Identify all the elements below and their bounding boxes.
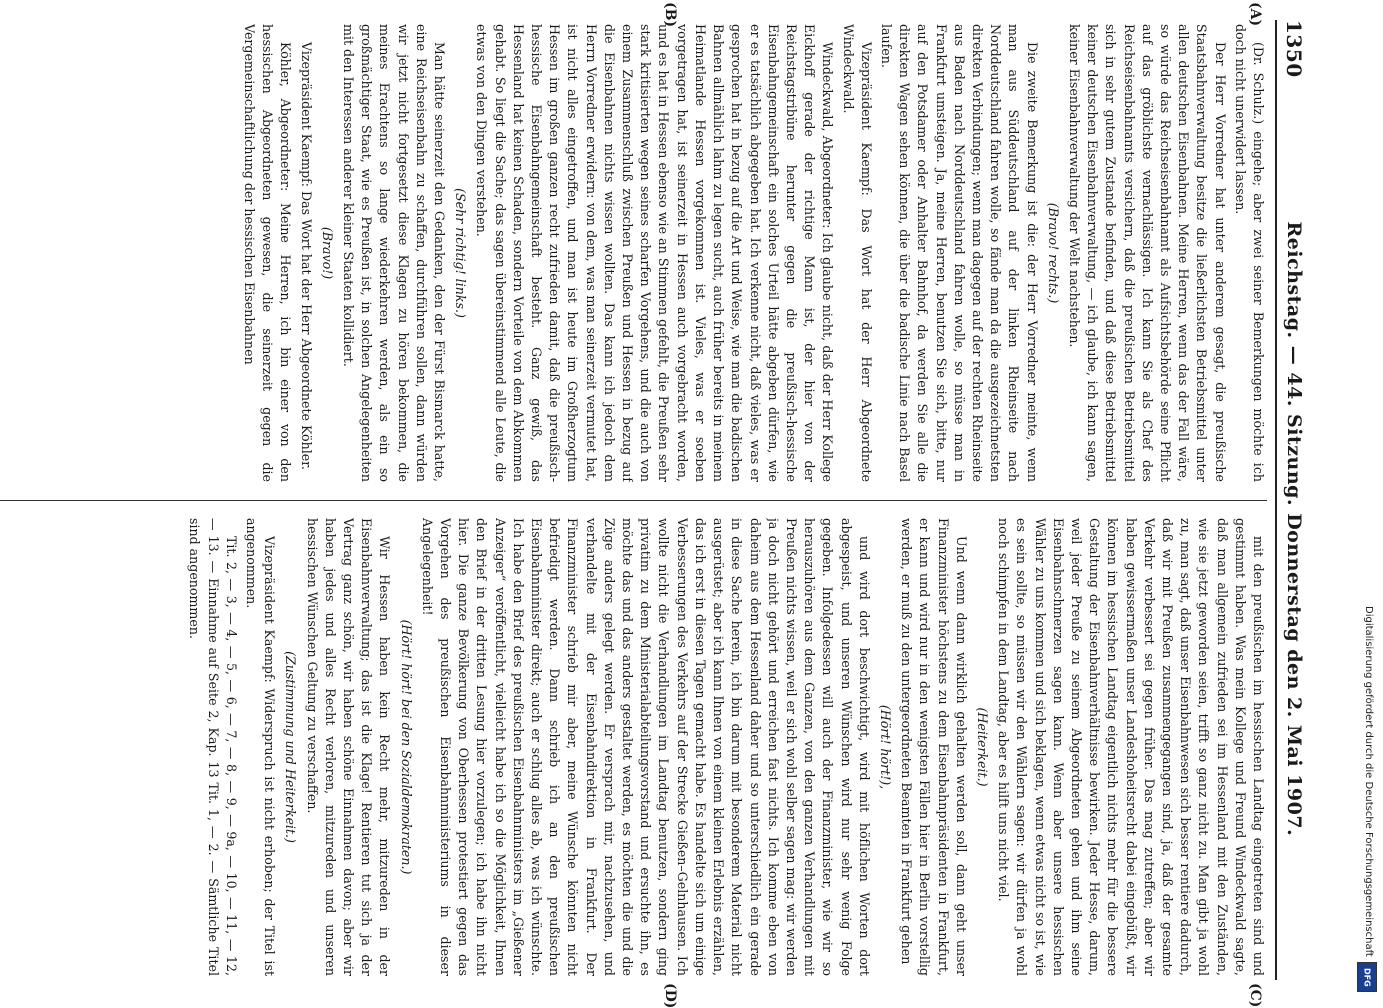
interjection: (Zustimmung und Heiterkeit.)	[283, 651, 299, 843]
paragraph: Vizepräsident Kaempf: Das Wort hat der Herr Abgeordnete Windeckwald.	[840, 24, 874, 482]
interjection: (Hört! hört! bei den Sozialdemokraten.)	[398, 619, 414, 875]
right-column	[0, 518, 1267, 976]
paragraph: Windeckwald, Abgeordneter: Ich glaube nicht, daß der Herr Kollege Eickhoff gerade der richtige Mann ist, der hier von der Reichstagstribüne herunter gegen die preußisch-hessische Eisenbahngemeinschaft ein solches Urteil hätte abgeben dürfen, wie er es tatsächlich abgegeben hat. Ich verkenne nicht, daß vieles, was er gesprochen hat in bezug auf die Art und Weise, wie man die badischen Bahnen allmählich lahm zu legen sucht, auch früher bereits in meinem Heimatlande Hessen vorgekommen ist. Vieles, was er soeben vorgetragen hat, ist seinerzeit in Hessen auch vorgebracht worden, und es hat in Hessen ebenso wie an Stimmen gefehlt, die Preußen sehr stark kritisierten wegen seines scharfen Vorgehens, und die auch von einem Zusammenschluß zwischen Preußen und Hessen in bezug auf die Eisenbahnen nichts wissen wollten. Das kann ich jedoch dem Herrn Vorredner erwidern: von dem, was man seinerzeit vermutet hat, ist nicht alles eingetroffen, und man ist heute im Großherzogtum Hessen im großen ganzen recht zufrieden damit, daß die preußisch-hessische Eisenbahngemeinschaft besteht. Ganz gewiß, das Hessenland hat keinen Schaden, sondern Vorteile von dem Abkommen gehabt. So liegt die Sache; das sagen übereinstimmend alle Leute, die etwas von den Dingen verstehen.	[474, 24, 836, 482]
interjection: (Bravo! rechts.)	[1045, 202, 1061, 304]
paragraph: Tit. 2, — 3, — 4, — 5, — 6, — 7, — 8, — 9, — 9a, — 10, — 11, — 12, — 13. — Einnahme auf Seite 2, Kap. 13 Tit. 1, — 2. — Sämtliche Titel sind angenommen.	[187, 518, 239, 976]
column-divider	[0, 500, 1267, 501]
interjection: (Sehr richtig! links.)	[453, 188, 469, 318]
paragraph: Und wenn dann wirklich gehalten werden soll, dann geht unser Finanzminister höchstens zu dem Eisenbahnpräsidenten in Frankfurt, er kann und wird nur in den wenigsten Fällen hier in Berlin vorstellig werden, er muß zu den untergeordneten Beamten in Frankfurt gehen	[899, 518, 969, 976]
dfg-logo: DFG	[1357, 962, 1377, 992]
interjection: (Hört! hört!),	[877, 704, 893, 790]
margin-marker-b: (B)	[662, 2, 678, 28]
page-number: 1350	[1282, 20, 1306, 78]
paragraph: Vizepräsident Kaempf: Das Wort hat der Herr Abgeordnete Köhler.	[298, 42, 314, 470]
margin-marker-d: (D)	[662, 983, 678, 1008]
paragraph: Der Herr Vorredner hat unter anderem gesagt, die preußische Staatsbahnverwaltung besitze die ließerlichsten Betriebsmittel unter allen deutschen Eisenbahnen. Meine Herren, wenn das der Fall wäre, so würde das Reichseisenbahnamt als Aufsichtsbehörde seine Pflicht auf das gröblichste vernachlässigen. Ich kann Sie als Chef des Reichseisenbahnamts versichern, daß die preußischen Betriebsmittel sich in sehr gutem Zustande befinden, und daß diese Betriebsmittel keiner deutschen Eisenbahnverwaltung, — ich glaube, ich kann sagen, keiner Eisenbahnverwaltung der Welt nachstehen.	[1066, 24, 1228, 482]
page-header	[1275, 20, 1311, 980]
credit-text: Digitalisierung gefördert durch die Deutsche Forschungsgemeinschaft	[1363, 606, 1374, 957]
paragraph: (Dr. Schulz.) eingehe; aber zwei seiner Bemerkungen möchte ich doch nicht unerwidert lassen.	[1232, 24, 1266, 482]
paragraph: und wird dort beschwichtigt, wird mit höflichen Worten dort abgespeist, und unseren Wünschen wird nur sehr wenig Folge gegeben. Infolgedessen will auch der Finanzminister, wie wir so herauszuhören aus dem Ganzen, von den ganzen Verhandlungen mit Preußen nichts wissen, weil er sich wohl selber sagen mag: wir werden ja doch nicht gehört und erreichen fast nichts. Ich komme eben von daheim aus dem Hessenland daher und so unterschiedlich ein gerade in diese Sache herein, ich bin darum mit besonderem Material nicht ausgerüstet; aber ich kann Ihnen von einem kleinen Erlebnis erzählen, das ich erst in diesen Tagen gemacht habe. Es handelte sich um einige Verbesserungen des Verkehrs auf der Strecke Gießen–Gelnhausen. Ich wollte nicht die Verhandlungen im Landtag benutzen, sondern ging privatim zu dem Ministerialabteilungsvorstand und ersuchte ihn, es möchte das und das anders gestaltet werden, es möchten die und die Züge anders gelegt werden. Er versprach mir, nachzusehen, und verhandelte mit der Eisenbahndirektion in Frankfurt. Der Finanzminister schrieb mir aber, meine Wünsche könnten nicht befriedigt werden. Dann schrieb ich an den preußischen Eisenbahnminister direkt; auch er schlug alles ab, was ich wünschte. Ich habe den Brief des preußischen Eisenbahnministers im „Gießener Anzeiger“ veröffentlicht, vielleicht habe ich so die Möglichkeit, Ihnen den Brief in der dritten Lesung hier vorzulegen; ich habe ihn nicht hier. Die ganze Bevölkerung von Oberhessen protestiert gegen das Vorgehen des preußischen Eisenbahnministeriums in dieser Angelegenheit!	[419, 518, 872, 976]
paragraph: Wir Hessen haben kein Recht mehr, mitzureden in der Eisenbahnverwaltung; das ist die Klage! Rentieren tut sich ja der Vertrag ganz schön, wir haben schöne Einnahmen davon; aber wir haben jedes und alles Recht verloren, mitzureden und unseren hessischen Wünschen Geltung zu verschaffen.	[304, 518, 393, 976]
margin-marker-c: (C)	[1247, 983, 1263, 1008]
left-column	[0, 24, 1267, 482]
interjection: (Heiterkeit.)	[974, 707, 990, 787]
paragraph: Die zweite Bemerkung ist die: der Herr Vorredner meinte, wenn man aus Süddeutschland auf der linken Rheinseite nach Norddeutschland fahren wolle, so fände man da die ausgezeichnetsten direkten Verbindungen; wenn man dagegen auf der rechten Rheinseite aus Baden nach Norddeutschland fahren wolle, so müsse man in Frankfurt umsteigen. Ja, meine Herren, benutzen Sie sich, bitte, nur auf den Potsdamer oder Anhalter Bahnhof, da werden Sie alle die direkten Wagen sehen können, die über die badische Linie nach Basel laufen.	[878, 24, 1040, 482]
paragraph: Köhler, Abgeordneter: Meine Herren, ich bin einer von den hessischen Abgeordneten gewesen, die seinerzeit gegen die Vergemeinschaftlichung der hessischen Eisenbahnen	[242, 24, 294, 482]
margin-marker-a: (A)	[1247, 2, 1263, 27]
paragraph: Vizepräsident Kaempf: Widerspruch ist nicht erhoben; der Titel ist angenommen.	[244, 518, 278, 976]
credit-strip	[1349, 0, 1383, 1000]
interjection: (Bravo!)	[319, 226, 335, 280]
paragraph: Man hätte seinerzeit den Gedanken, den der Fürst Bismarck hatte, eine Reichseisenbahn zu schaffen, durchführen sollen, dann würden wir jetzt nicht fortgesetzt diese Klagen zu hören bekommen, die meines Erachtens so lange wiederkehren werden, als ein so großmächtiger Staat, wie es Preußen ist, in solchen Angelegenheiten mit den Interessen anderer kleiner Staaten kollidiert.	[341, 24, 448, 482]
page-title: Reichstag. — 44. Sitzung. Donnerstag den 2. Mai 1907.	[1283, 221, 1305, 837]
paragraph: mit den preußischen im hessischen Landtag eingetreten sind und gestimmt haben. Was mein Kollege und Freund Windeckwald sagte, daß man allgemein zufrieden sei im Hessenland mit den Zuständen, wie sie jetzt geworden seien, trifft so ganz nicht zu. Man gibt ja wohl zu, man sagt, daß unser Eisenbahnwesen sich besser rentiere dadurch, daß wir mit Preußen zusammengegangen sind, ja, daß der gesamte Verkehr verbessert sei gegen früher. Das mag zutreffen; aber wir haben gewissermaßen unser Landeshoheitsrecht dabei eingebüßt, wir können im hessischen Landtag eigentlich nichts mehr für die bessere Gestaltung der Eisenbahnverhältnisse bewirken. Jeder Hesse, darum, weil jeder Preuße zu seinem Abgeordneten gehen und ihm seine Eisenbahnschmerzen sagen kann. Wenn aber unsere hessischen Wähler zu uns kommen und sich beklagen, wenn etwas nicht so ist, wie es sein sollte, so müssen wir den Wählern sagen: wir dürfen ja wohl noch schimpfen in dem Landtag, aber es hilft uns nicht viel.	[996, 518, 1266, 976]
